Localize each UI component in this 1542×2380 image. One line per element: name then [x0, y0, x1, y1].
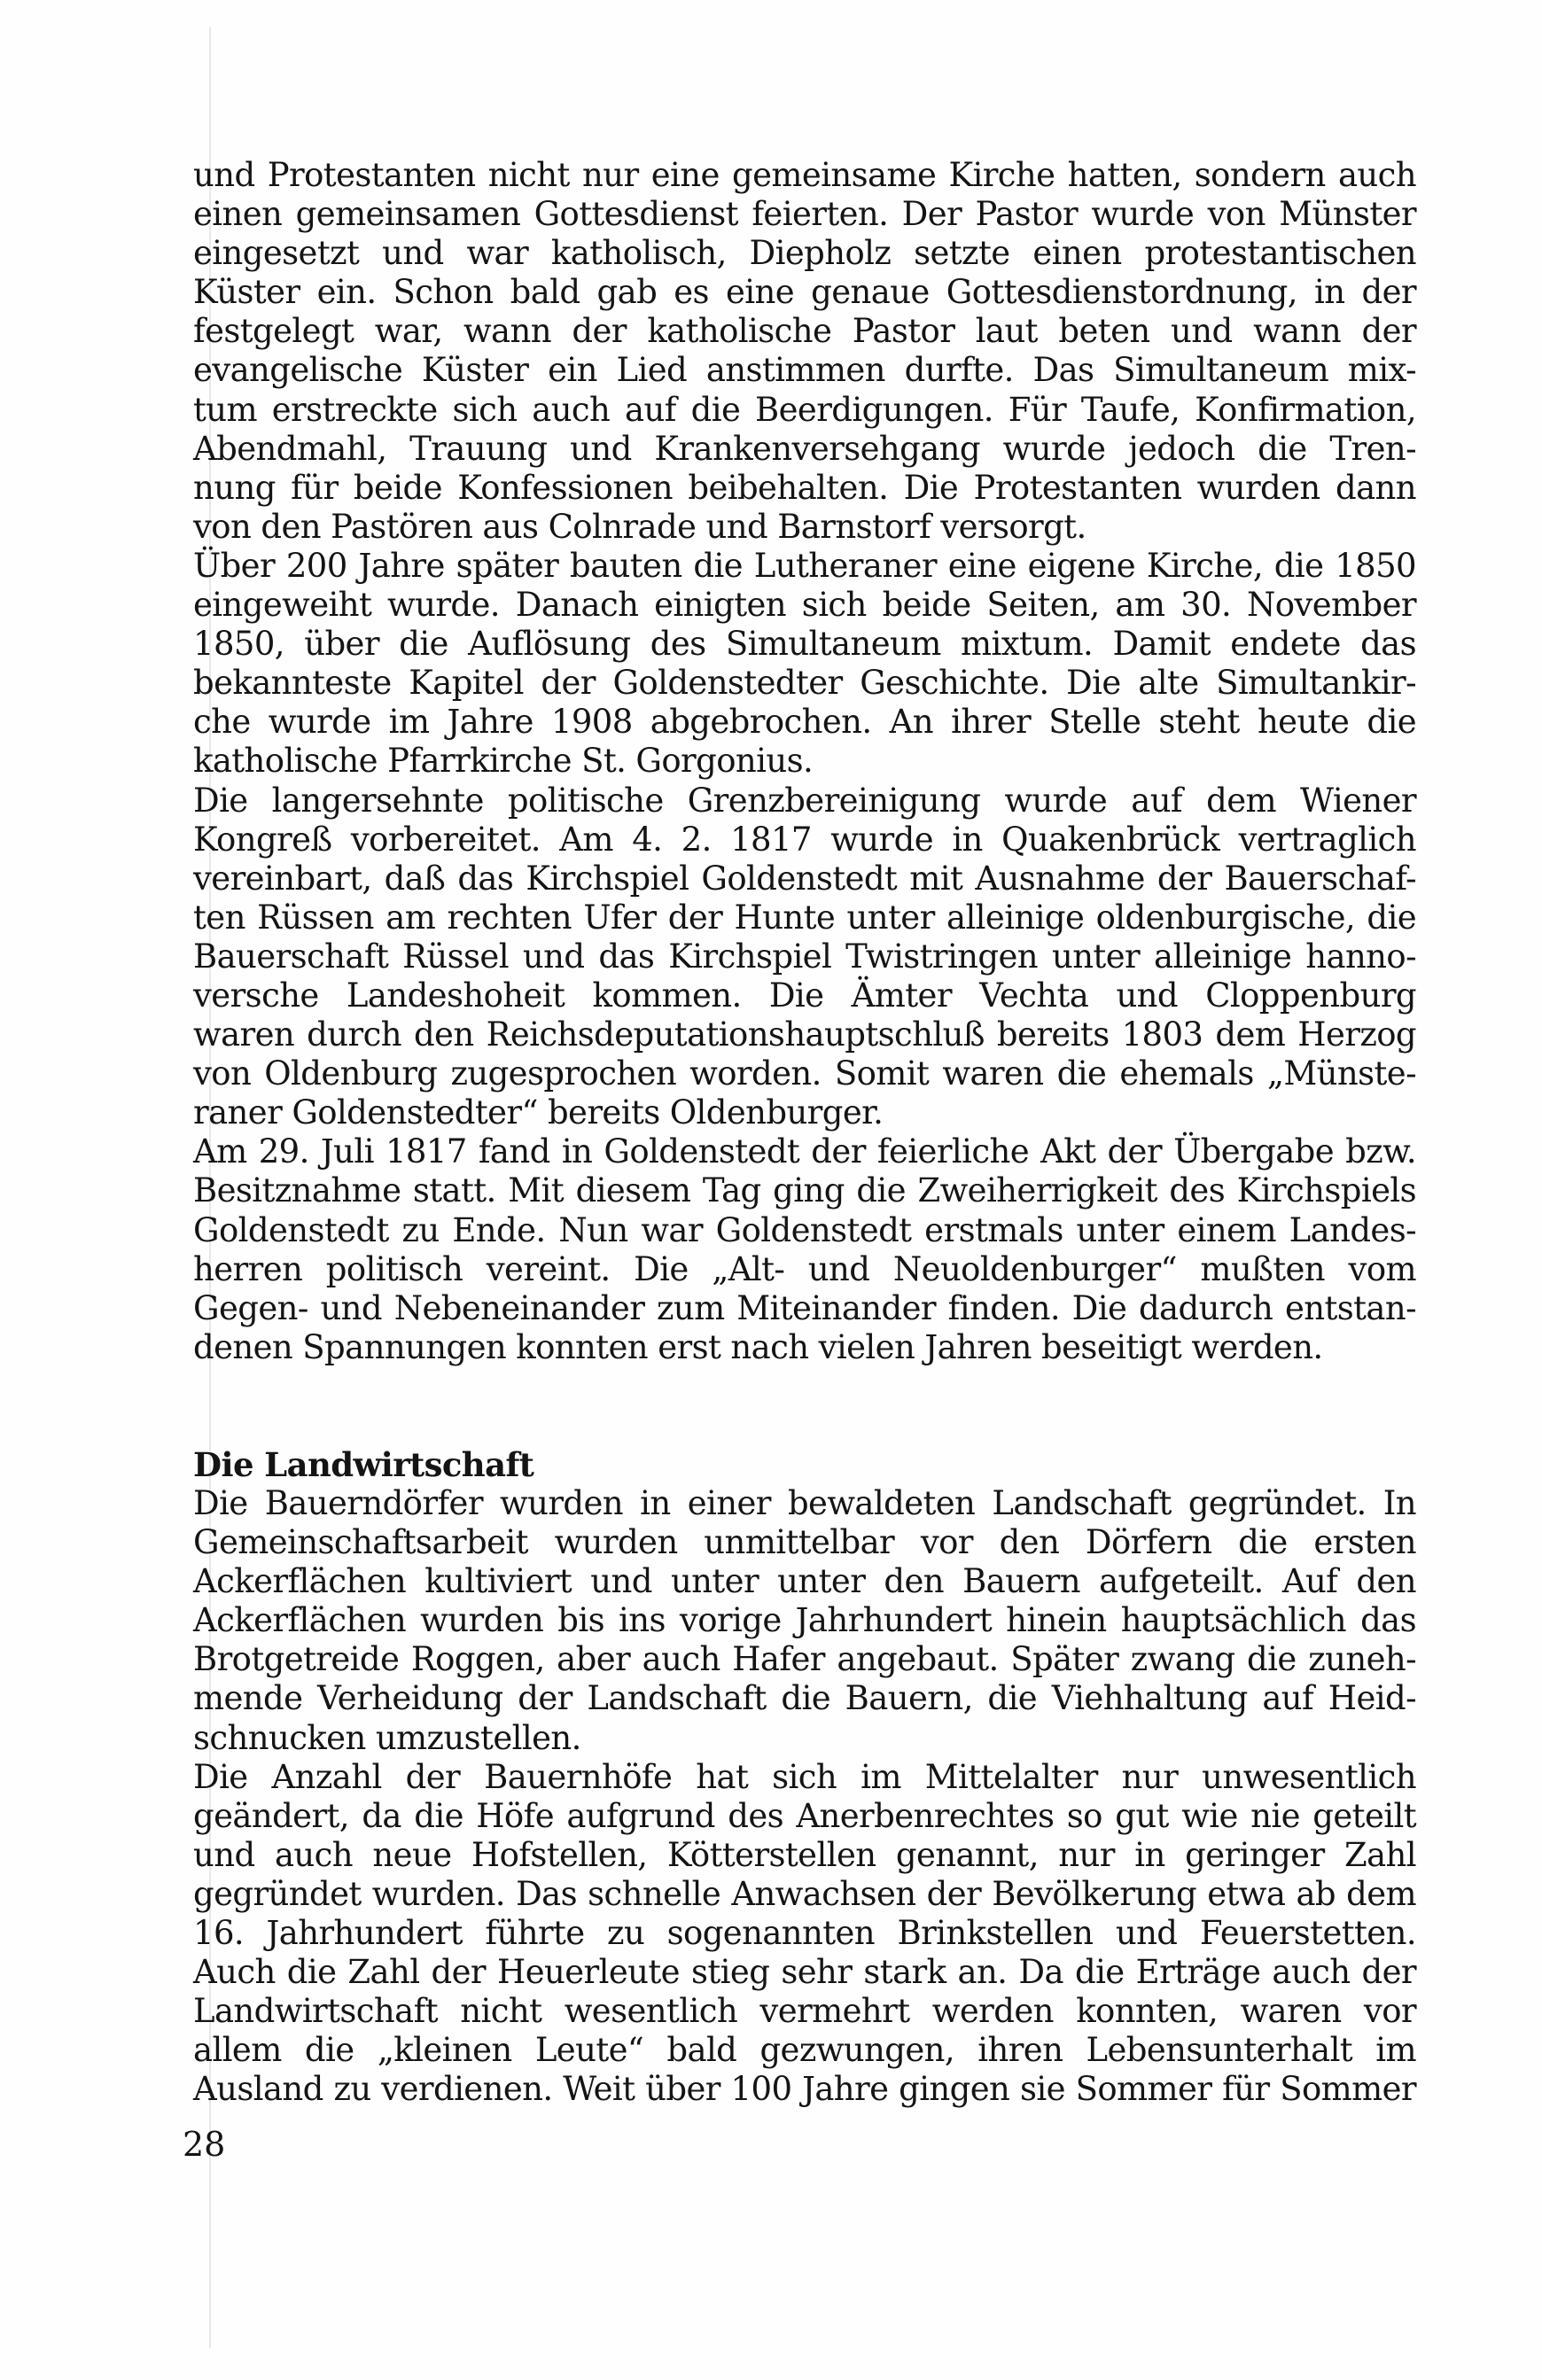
- body-text: [193, 156, 1416, 2110]
- text-line: Landwirtschaft nicht wesentlich vermehrt werden konnten, waren vor: [193, 1992, 1416, 2031]
- paragraph: [193, 1758, 1416, 2110]
- text-line: Küster ein. Schon bald gab es eine genaue Gottesdienstordnung, in der: [193, 273, 1416, 312]
- text-line: Ackerflächen kultiviert und unter unter den Bauern aufgeteilt. Auf den: [193, 1562, 1416, 1601]
- text-line: festgelegt war, wann der katholische Pastor laut beten und wann der: [193, 312, 1416, 351]
- text-line: eingeweiht wurde. Danach einigten sich beide Seiten, am 30. November: [193, 586, 1416, 625]
- text-line: Besitznahme statt. Mit diesem Tag ging die Zweiherrigkeit des Kirchspiels: [193, 1171, 1416, 1210]
- text-line: Gegen- und Nebeneinander zum Miteinander finden. Die dadurch entstan-: [193, 1288, 1416, 1327]
- text-line: Ackerflächen wurden bis ins vorige Jahrhundert hinein hauptsächlich das: [193, 1601, 1416, 1640]
- text-line: Goldenstedt zu Ende. Nun war Goldenstedt erstmals unter einem Landes-: [193, 1210, 1416, 1249]
- text-line: ten Rüssen am rechten Ufer der Hunte unter alleinige oldenburgische, die: [193, 898, 1416, 937]
- paragraph: [193, 156, 1416, 547]
- text-line: versche Landeshoheit kommen. Die Ämter Vechta und Cloppenburg: [193, 976, 1416, 1015]
- text-line: Über 200 Jahre später bauten die Lutheraner eine eigene Kirche, die 1850: [193, 546, 1416, 585]
- text-line: bekannteste Kapitel der Goldenstedter Geschichte. Die alte Simultankir-: [193, 664, 1416, 703]
- text-line: evangelische Küster ein Lied anstimmen durfte. Das Simultaneum mix-: [193, 351, 1416, 390]
- text-line: Ausland zu verdienen. Weit über 100 Jahre gingen sie Sommer für Sommer: [193, 2070, 1416, 2109]
- text-line: che wurde im Jahre 1908 abgebrochen. An ihrer Stelle steht heute die: [193, 703, 1416, 742]
- text-line: geändert, da die Höfe aufgrund des Anerbenrechtes so gut wie nie geteilt: [193, 1796, 1416, 1835]
- text-line: katholische Pfarrkirche St. Gorgonius.: [193, 742, 814, 781]
- text-line: herren politisch vereint. Die „Alt- und Neuoldenburger“ mußten vom: [193, 1249, 1416, 1288]
- paragraph: [193, 1484, 1416, 1758]
- text-line: von den Pastören aus Colnrade und Barnstorf versorgt.: [193, 507, 1086, 546]
- text-line: raner Goldenstedter“ bereits Oldenburger.: [193, 1093, 884, 1132]
- text-line: Brotgetreide Roggen, aber auch Hafer angebaut. Später zwang die zuneh-: [193, 1640, 1416, 1679]
- text-line: nung für beide Konfessionen beibehalten. Die Protestanten wurden dann: [193, 468, 1416, 507]
- text-line: Die Anzahl der Bauernhöfe hat sich im Mittelalter nur unwesentlich: [193, 1757, 1416, 1796]
- text-line: 1850, über die Auflösung des Simultaneum mixtum. Damit endete das: [193, 625, 1416, 664]
- text-line: Auch die Zahl der Heuerleute stieg sehr stark an. Da die Erträge auch der: [193, 1953, 1416, 1992]
- text-line: einen gemeinsamen Gottesdienst feierten. Der Pastor wurde von Münster: [193, 195, 1416, 234]
- page-number: 28: [183, 2125, 226, 2164]
- paragraph: [193, 1132, 1416, 1367]
- paragraph: [193, 782, 1416, 1133]
- section-heading: Die Landwirtschaft: [193, 1444, 534, 1484]
- section-spacer: [193, 1367, 1416, 1445]
- text-line: vereinbart, daß das Kirchspiel Goldenstedt mit Ausnahme der Bauerschaf-: [193, 859, 1416, 898]
- text-line: Kongreß vorbereitet. Am 4. 2. 1817 wurde in Quakenbrück vertraglich: [193, 820, 1416, 859]
- text-line: tum erstreckte sich auch auf die Beerdigungen. Für Taufe, Konfirmation,: [193, 390, 1416, 429]
- text-line: gegründet wurden. Das schnelle Anwachsen der Bevölkerung etwa ab dem: [193, 1874, 1416, 1913]
- text-line: allem die „kleinen Leute“ bald gezwungen, ihren Lebensunterhalt im: [193, 2031, 1416, 2070]
- text-line: mende Verheidung der Landschaft die Bauern, die Viehhaltung auf Heid-: [193, 1679, 1416, 1718]
- text-line: eingesetzt und war katholisch, Diepholz setzte einen protestantischen: [193, 234, 1416, 273]
- text-line: und Protestanten nicht nur eine gemeinsame Kirche hatten, sondern auch: [193, 156, 1416, 194]
- text-line: Gemeinschaftsarbeit wurden unmittelbar vor den Dörfern die ersten: [193, 1523, 1416, 1562]
- text-line: Am 29. Juli 1817 fand in Goldenstedt der feierliche Akt der Übergabe bzw.: [193, 1132, 1416, 1171]
- text-line: Die Bauerndörfer wurden in einer bewaldeten Landschaft gegründet. In: [193, 1484, 1416, 1522]
- text-line: Bauerschaft Rüssel und das Kirchspiel Twistringen unter alleinige hanno-: [193, 937, 1416, 976]
- paragraph: [193, 547, 1416, 782]
- text-line: 16. Jahrhundert führte zu sogenannten Brinkstellen und Feuerstetten.: [193, 1914, 1416, 1953]
- text-line: denen Spannungen konnten erst nach vielen Jahren beseitigt werden.: [193, 1327, 1323, 1366]
- text-line: und auch neue Hofstellen, Kötterstellen genannt, nur in geringer Zahl: [193, 1835, 1416, 1874]
- text-line: schnucken umzustellen.: [193, 1718, 581, 1757]
- text-line: Die langersehnte politische Grenzbereinigung wurde auf dem Wiener: [193, 781, 1416, 820]
- text-line: Abendmahl, Trauung und Krankenversehgang wurde jedoch die Tren-: [193, 429, 1416, 468]
- text-line: waren durch den Reichsdeputationshauptschluß bereits 1803 dem Herzog: [193, 1015, 1416, 1054]
- text-line: von Oldenburg zugesprochen worden. Somit waren die ehemals „Münste-: [193, 1054, 1416, 1093]
